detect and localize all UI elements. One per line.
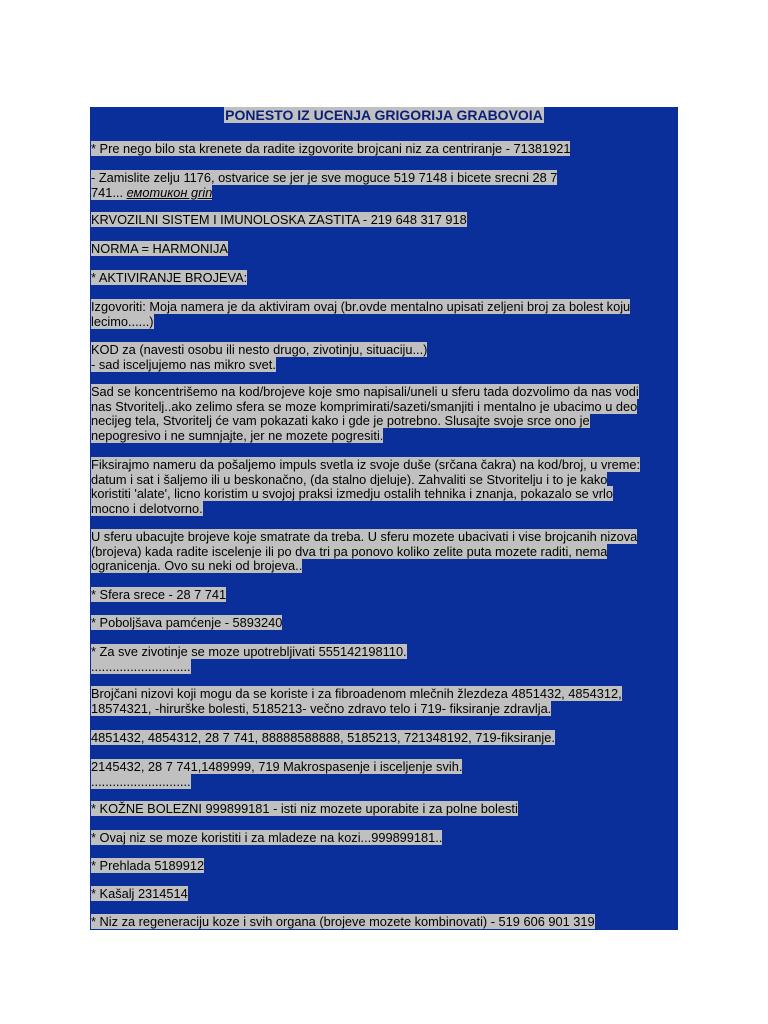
paragraph-say: Izgovoriti: Moja namera je da aktiviram ovaj (br.ovde mentalno upisati zeljeni broj za bolest koju lecimo......) [91, 299, 631, 329]
paragraph-regeneration: * Niz za regeneraciju koze i svih organa (brojeve mozete kombinovati) - 519 606 901 319 [91, 914, 595, 929]
paragraph-cold: * Prehlada 5189912 [91, 858, 205, 873]
paragraph-norma: NORMA = HARMONIJA [91, 241, 228, 256]
paragraph-fibroadenoma: Brojčani nizovi koji mogu da se koriste i za fibroadenom mlečnih žlezdeza 4851432, 4854312, 18574321, -hirurške bolesti, 5185213- večno zdravo telo i 719- fiksiranje zdravlja. [91, 686, 622, 716]
paragraph-cough: * Kašalj 2314514 [91, 886, 188, 901]
paragraph-macrosalvation: 2145432, 28 7 741,1489999, 719 Makrospasenje i isceljenje svih. ............................ [91, 759, 463, 789]
document-title: PONESTO IZ UCENJA GRIGORIJA GRABOVOIA [225, 107, 543, 123]
paragraph-concentrate: Sad se koncentrišemo na kod/brojeve koje smo napisali/uneli u sferu tada dozvolimo da nas vodi nas Stvoritelj..ako zelimo sfera se moze komprimirati/sazeti/smanjiti i mentalno je ubacimo u deo necijeg tela, Stvoritelj će vam pokazati kako i gde je potrebno. Slusajte svoje srce ono je nepogresivo i ne sumnjajte, jer ne mozete pogresiti. [91, 384, 639, 443]
paragraph-code: KOD za (navesti osobu ili nesto drugo, zivotinju, situaciju...) - sad isceljujemo nas mikro svet. [91, 342, 428, 372]
paragraph-fixing: 4851432, 4854312, 28 7 741, 88888588888, 5185213, 721348192, 719-fiksiranje. [91, 730, 555, 745]
paragraph-skin-diseases: * KOŽNE BOLEZNI 999899181 - isti niz mozete uporabite i za polne bolesti [91, 801, 518, 816]
paragraph-activation-heading: * AKTIVIRANJE BROJEVA: [91, 270, 248, 285]
paragraph-animals: * Za sve zivotinje se moze upotrebljivati 555142198110. ............................ [91, 644, 407, 674]
paragraph-circulatory: KRVOZILNI SISTEM I IMUNOLOSKA ZASTITA - 219 648 317 918 [91, 212, 467, 227]
emoticon-text: емотикон grin [126, 184, 213, 200]
document-panel [90, 107, 678, 930]
paragraph-happiness-sphere: * Sfera srece - 28 7 741 [91, 587, 227, 602]
paragraph-moles: * Ovaj niz se moze koristiti i za mladeze na kozi...999899181.. [91, 830, 443, 845]
paragraph-fix-intent: Fiksirajmo nameru da pošaljemo impuls svetla iz svoje duše (srčana čakra) na kod/broj, u vreme: datum i sat i šaljemo ili u beskonačno, (da stalno djeluje). Zahvaliti se Stvoritelju i to je kako koristiti 'alate', licno koristim u svojoj praksi izmedju ostalih tehnika i znanja, pokazalo se vrlo mocno i delotvorno. [91, 457, 641, 516]
paragraph-centering: * Pre nego bilo sta krenete da radite izgovorite brojcani niz za centriranje - 71381921 [91, 141, 571, 156]
paragraph-wish: - Zamislite zelju 1176, ostvarice se jer je sve moguce 519 7148 i bicete srecni 28 7 741... емотикон grin [91, 170, 558, 200]
paragraph-memory: * Poboljšava pamćenje - 5893240 [91, 615, 283, 630]
paragraph-sphere: U sferu ubacujte brojeve koje smatrate da treba. U sferu mozete ubacivati i vise brojcanih nizova (brojeva) kada radite iscelenje ili po dva tri pa ponovo koliko zelite puta mozete raditi, nema ogranicenja. Ovo su neki od brojeva.. [91, 529, 638, 574]
